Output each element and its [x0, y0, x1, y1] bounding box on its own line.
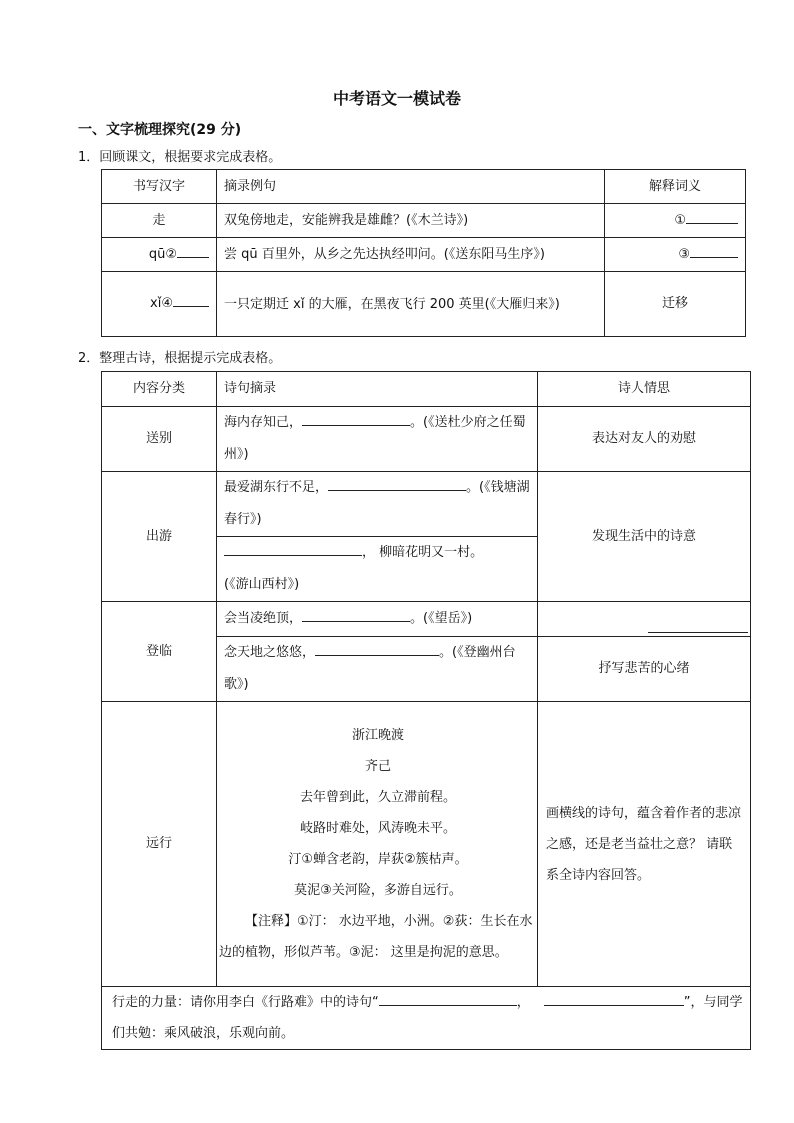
- header-cell: 内容分类: [102, 372, 217, 407]
- table-row: [102, 987, 751, 1050]
- header-cell: 解释词义: [605, 170, 746, 204]
- example-cell: 尝 qū 百里外，从乡之先达执经叩问。(《送东阳马生序》): [217, 238, 605, 272]
- table-row: [102, 272, 746, 337]
- emotion-cell: 发现生活中的诗意: [538, 472, 751, 602]
- answer-blank[interactable]: [177, 243, 209, 258]
- verse-source: (《游山西村》): [224, 577, 300, 592]
- hanzi-cell: [102, 272, 217, 337]
- answer-blank[interactable]: [544, 991, 684, 1006]
- answer-blank[interactable]: [690, 243, 738, 258]
- table-row: [102, 472, 751, 537]
- answer-blank[interactable]: [173, 292, 209, 307]
- answer-blank[interactable]: [315, 641, 439, 656]
- emotion-cell: 抒写悲苦的心绪: [538, 637, 751, 702]
- question-2-prompt: 2．整理古诗，根据提示完成表格。: [78, 351, 282, 366]
- answer-blank[interactable]: [686, 209, 738, 224]
- verse-cell: [217, 407, 538, 472]
- example-cell: 双兔傍地走，安能辨我是雄雌？(《木兰诗》): [217, 204, 605, 238]
- answer-blank[interactable]: [224, 541, 362, 556]
- verse-cell: [217, 537, 538, 602]
- category-cell: 远行: [102, 702, 217, 987]
- answer-blank[interactable]: [648, 618, 748, 633]
- category-cell: 登临: [102, 602, 217, 702]
- verse-cell: [217, 602, 538, 637]
- hanzi-cell: 走: [102, 204, 217, 238]
- verse-text: 海内存知己，: [224, 415, 303, 430]
- blank-marker: ①: [674, 212, 686, 228]
- answer-blank[interactable]: [328, 476, 466, 491]
- verse-cell: [217, 637, 538, 702]
- poem-title: 浙江晚渡: [351, 728, 404, 743]
- answer-blank[interactable]: [302, 607, 410, 622]
- emotion-cell: [538, 602, 751, 637]
- hanzi-cell: [102, 238, 217, 272]
- verse-source: 。(《望岳》): [410, 611, 473, 626]
- table-header-row: [102, 170, 746, 204]
- verse-source: 。(《登幽州台歌》): [224, 645, 516, 692]
- question-cell: 画横线的诗句，蕴含着作者的悲凉之感，还是老当益壮之意？ 请联系全诗内容回答。: [538, 702, 751, 987]
- section-heading: 一、文字梳理探究(29 分): [78, 122, 242, 138]
- footer-text: ”，与同学们共勉：乘风破浪，乐观向前。: [112, 995, 743, 1041]
- poem-cell: [217, 702, 538, 987]
- verse-text: 会当凌绝顶，: [224, 611, 303, 626]
- header-cell: 摘录例句: [217, 170, 605, 204]
- example-cell: 一只定期迁 xǐ 的大雁，在黑夜飞行 200 英里(《大雁归来》): [217, 272, 605, 337]
- footer-text: ，: [516, 995, 530, 1010]
- poem-line: 汀①蝉含老韵，岸荻②簇枯声。: [288, 852, 468, 867]
- verse-source: 。(《送杜少府之任蜀州》): [224, 415, 526, 462]
- footer-text: 行走的力量：请你用李白《行路难》中的诗句“: [112, 995, 379, 1010]
- header-cell: 诗句摘录: [217, 372, 538, 407]
- verse-text: ， 柳暗花明又一村。: [362, 545, 484, 560]
- header-cell: 书写汉字: [102, 170, 217, 204]
- emotion-cell: 表达对友人的劝慰: [538, 407, 751, 472]
- vocab-table: [101, 169, 746, 337]
- table-row: [102, 238, 746, 272]
- hanzi-pinyin: qū②: [148, 246, 177, 262]
- footer-cell: [102, 987, 751, 1050]
- answer-blank[interactable]: [379, 991, 517, 1006]
- category-cell: 出游: [102, 472, 217, 602]
- answer-blank[interactable]: [302, 411, 410, 426]
- category-cell: 送别: [102, 407, 217, 472]
- header-cell: 诗人情思: [538, 372, 751, 407]
- poem-note: 【注释】①汀： 水边平地，小洲。②荻：生长在水边的植物，形似芦苇。③泥： 这里是拘泥的意思。: [219, 914, 533, 960]
- poem-author: 齐己: [364, 759, 391, 774]
- verse-text: 最爱湖东行不足，: [224, 480, 329, 495]
- poetry-table: [101, 371, 751, 1050]
- verse-cell: [217, 472, 538, 537]
- table-row: [102, 602, 751, 637]
- question-1-prompt: 1．回顾课文，根据要求完成表格。: [78, 150, 282, 165]
- poem-line: 岐路时难处，风涛晚未平。: [299, 821, 456, 836]
- table-row: [102, 702, 751, 987]
- table-row: [102, 407, 751, 472]
- poem-line: 去年曾到此，久立滞前程。: [299, 790, 456, 805]
- table-header-row: [102, 372, 751, 407]
- meaning-cell: [605, 238, 746, 272]
- verse-text: 念天地之悠悠，: [224, 645, 316, 660]
- verse-source: 。(《钱塘湖春行》): [224, 480, 530, 527]
- table-row: [102, 204, 746, 238]
- meaning-cell: 迁移: [605, 272, 746, 337]
- meaning-cell: [605, 204, 746, 238]
- hanzi-pinyin: xǐ④: [150, 296, 173, 311]
- page-title: 中考语文一模试卷: [332, 89, 461, 108]
- poem-line: 莫泥③关河险，多游自远行。: [294, 883, 462, 898]
- blank-marker: ③: [678, 246, 690, 262]
